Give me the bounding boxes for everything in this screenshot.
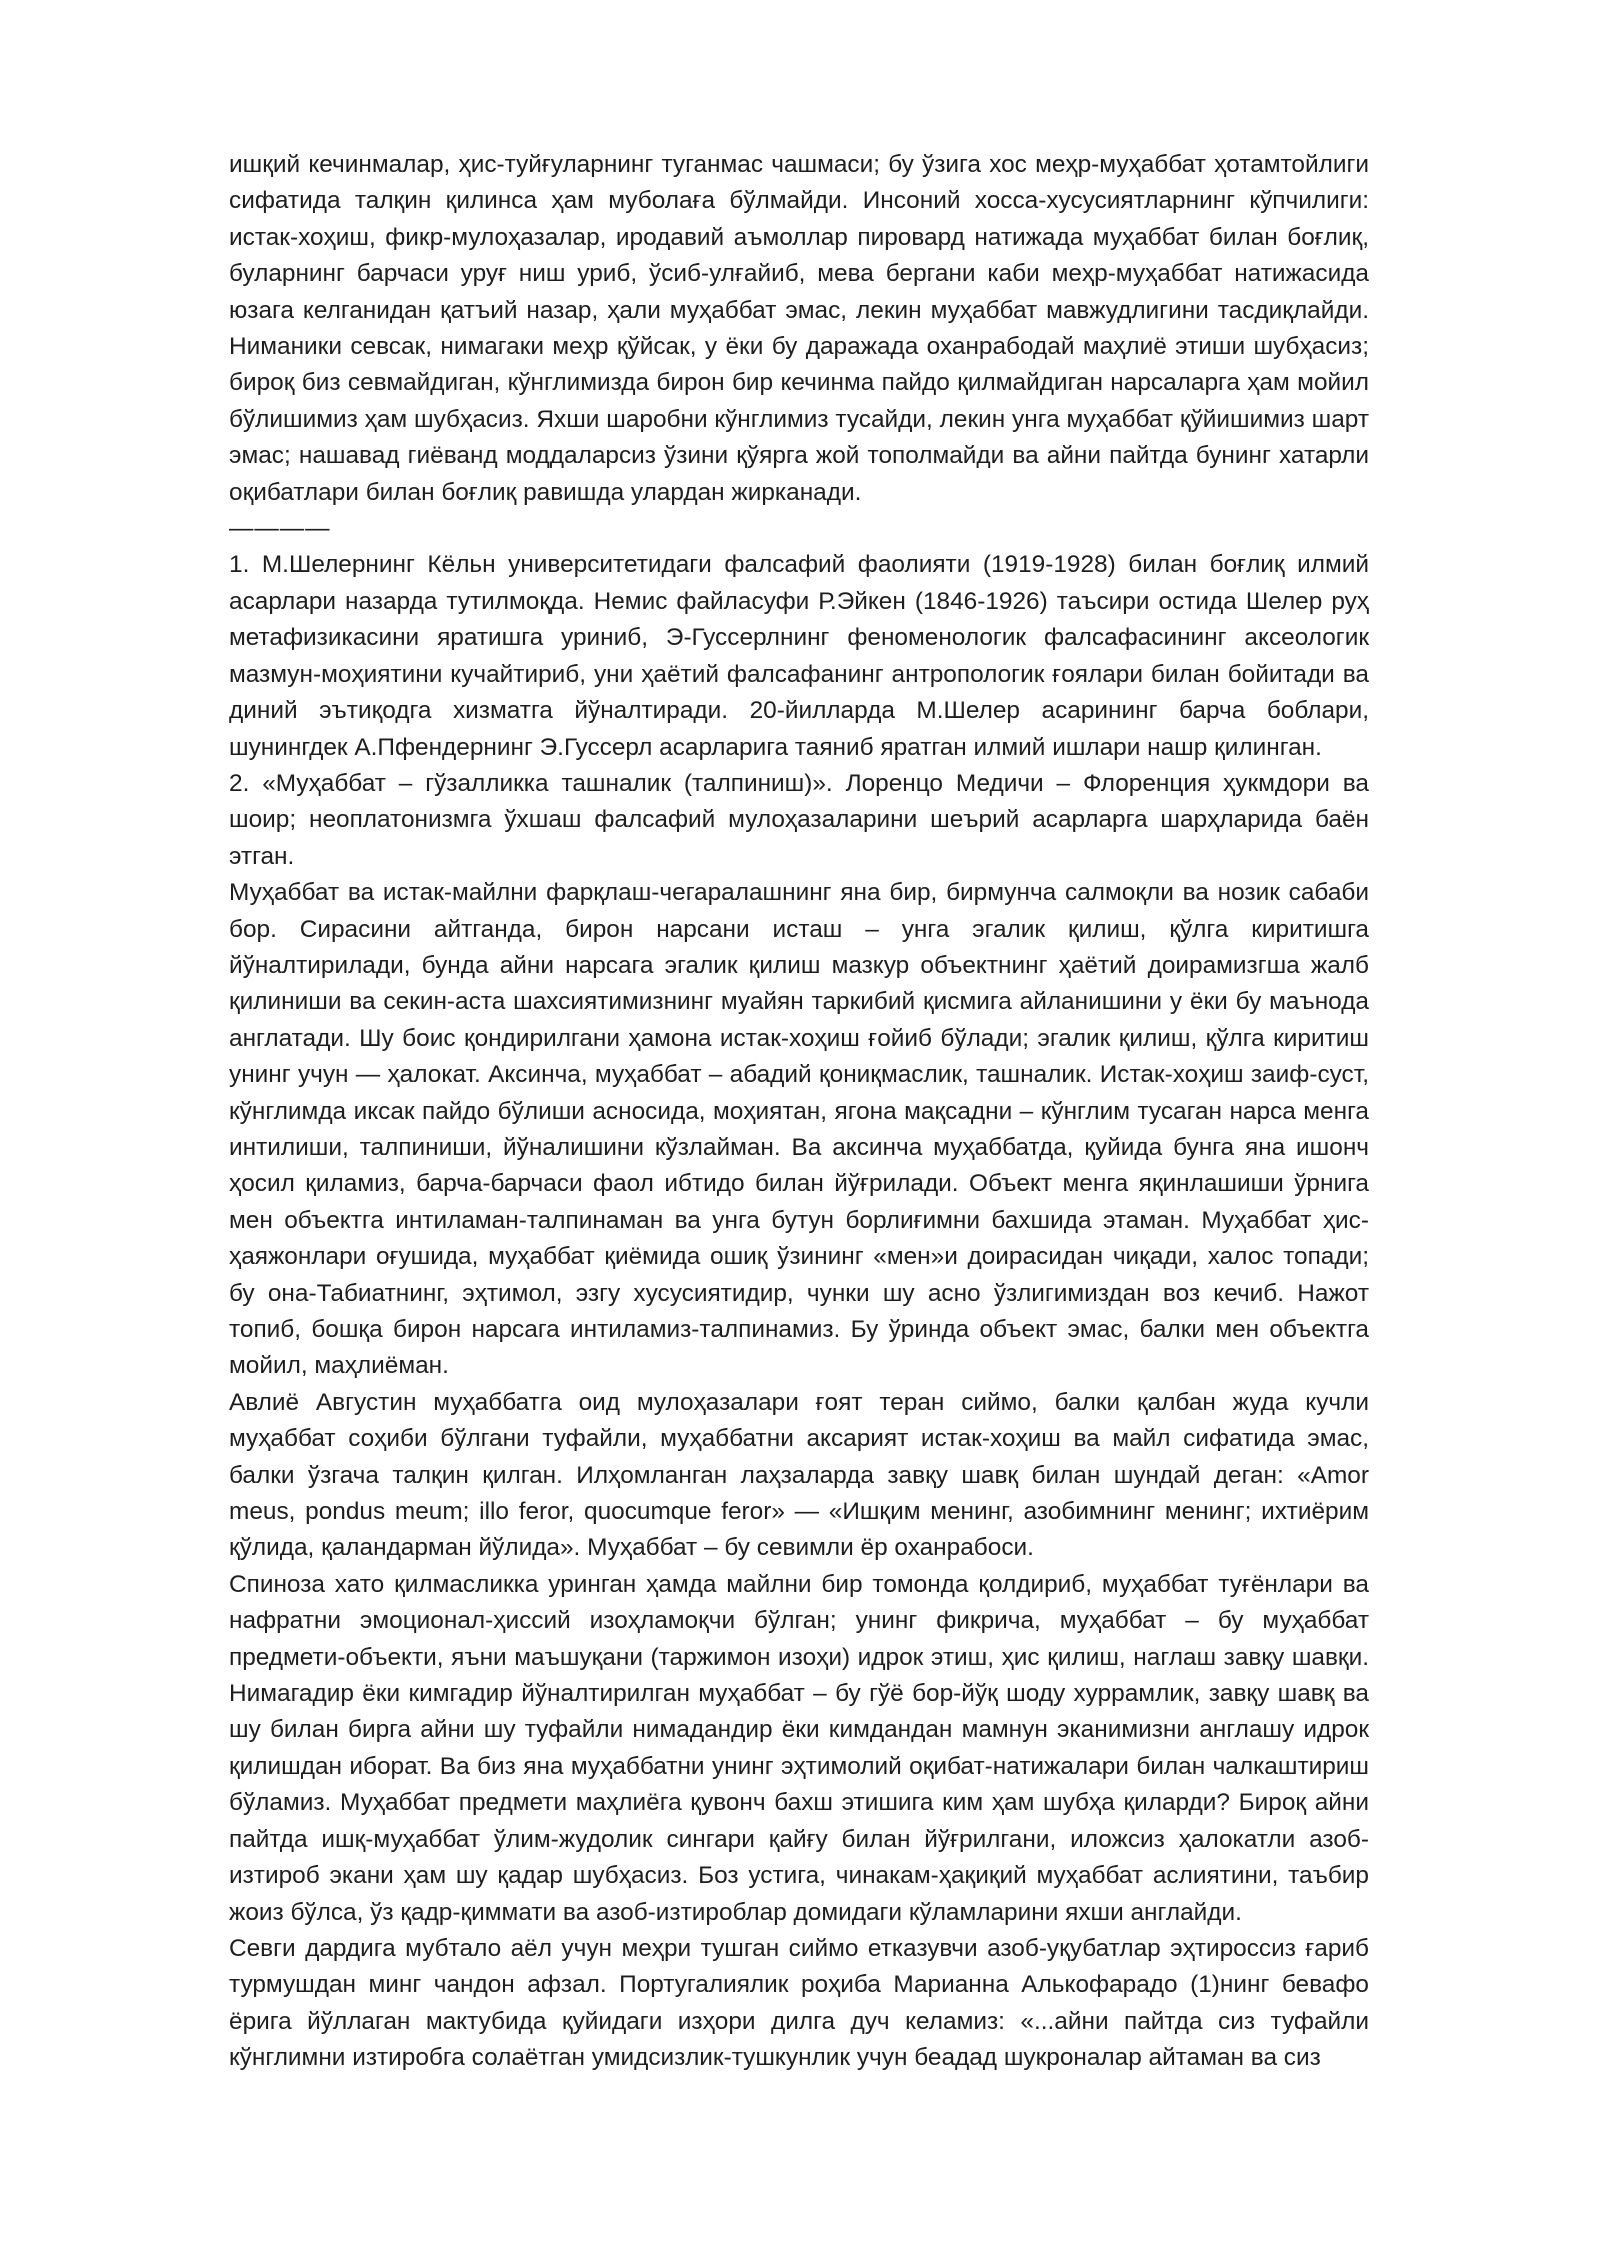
paragraph-3: Авлиё Августин муҳаббатга оид мулоҳазалари ғоят теран сиймо, балки қалбан жуда кучли муҳаббат соҳиби бўлгани туфайли, муҳаббатни аксарият истак-хоҳиш ва майл сифатида эмас, балки ўзгача талқин қилган. Илҳомланган лаҳзаларда завқу шавқ билан шундай деган: «Amor meus, pondus meum; illo feror, quocumque feror» — «Ишқим менинг, азобимнинг менинг; ихтиёрим қўлида, қаландарман йўлида». Муҳаббат – бу севимли ёр оханрабоси. — [229, 1388, 1369, 1562]
paragraph-1: ишқий кечинмалар, ҳис-туйғуларнинг туганмас чашмаси; бу ўзига хос меҳр-муҳаббат ҳотамтойлиги сифатида талқин қилинса ҳам муболаға бўлмайди. Инсоний хосса-хусусиятларнинг кўпчилиги: истак-хоҳиш, фикр-мулоҳазалар, иродавий аъмоллар пировард натижада муҳаббат билан боғлиқ, буларнинг барчаси уруғ ниш уриб, ўсиб-улғайиб, мева бергани каби меҳр-муҳаббат натижасида юзага келганидан қатъий назар, ҳали муҳаббат эмас, лекин муҳаббат мавжудлигини тасдиқлайди. Ниманики севсак, нимагаки меҳр қўйсак, у ёки бу даражада оханрабодай маҳлиё этиши шубҳасиз; бироқ биз севмайдиган, кўнглимизда бирон бир кечинма пайдо қилмайдиган нарсаларга ҳам мойил бўлишимиз ҳам шубҳасиз. Яхши шаробни кўнглимиз тусайди, лекин унга муҳаббат қўйишимиз шарт эмас; нашавад гиёванд моддаларсиз ўзини қўярга жой тополмайди ва айни пайтда бунинг хатарли оқибатлари билан боғлиқ равишда улардан жирканади. — [229, 151, 1369, 506]
footnote-separator: ———— — [229, 515, 331, 543]
paragraph-2: Муҳаббат ва истак-майлни фарқлаш-чегаралашнинг яна бир, бирмунча салмоқли ва нозик сабаби бор. Сирасини айтганда, бирон нарсани исташ – унга эгалик қилиш, қўлга киритишга йўналтирилади, бунда айни нарсага эгалик қилиш мазкур объектнинг ҳаётий доирамизгша жалб қилиниши ва секин-аста шахсиятимизнинг муайян таркибий қисмига айланишини у ёки бу маънода англатади. Шу боис қондирилгани ҳамона истак-хоҳиш ғойиб бўлади; эгалик қилиш, қўлга киритиш унинг учун — ҳалокат. Аксинча, муҳаббат – абадий қониқмаслик, ташналик. Истак-хоҳиш заиф-суст, кўнглимда иксак пайдо бўлиши асносида, моҳиятан, ягона мақсадни – кўнглим тусаган нарса менга интилиши, талпиниши, йўналишини кўзлайман. Ва аксинча муҳаббатда, қуйида бунга яна ишонч ҳосил қиламиз, барча-барчаси фаол ибтидо билан йўғрилади. Объект менга яқинлашиши ўрнига мен объектга интиламан-талпинаман ва унга бутун борлиғимни бахшида этаман. Муҳаббат ҳис-ҳаяжонлари оғушида, муҳаббат қиёмида ошиқ ўзининг «мен»и доирасидан чиқади, халос топади; бу она-Табиатнинг, эҳтимол, эзгу хусусиятидир, чунки шу асно ўзлигимиздан воз кечиб. Нажот топиб, бошқа бирон нарсага интиламиз-талпинамиз. Бу ўринда объект эмас, балки мен объектга мойил, маҳлиёман. — [229, 879, 1369, 1380]
footnote-1: 1. М.Шелернинг Кёльн университетидаги фалсафий фаолияти (1919-1928) билан боғлиқ илмий асарлари назарда тутилмоқда. Немис файласуфи Р.Эйкен (1846-1926) таъсири остида Шелер руҳ метафизикасини яратишга уриниб, Э-Гуссерлнинг феноменологик фалсафасининг аксеологик мазмун-моҳиятини кучайтириб, уни ҳаётий фалсафанинг антропологик ғоялари билан бойитади ва диний эътиқодга хизматга йўналтиради. 20-йилларда М.Шелер асарининг барча боблари, шунингдек А.Пфендернинг Э.Гуссерл асарларига таяниб яратган илмий ишлари нашр қилинган. — [229, 551, 1369, 761]
paragraph-5: Севги дардига мубтало аёл учун меҳри тушган сиймо етказувчи азоб-уқубатлар эҳтироссиз ғариб турмушдан минг чандон афзал. Португалиялик роҳиба Марианна Алькофарадо (1)нинг бевафо ёрига йўллаган мактубида қуйидаги изҳори дилга дуч келамиз: «...айни пайтда сиз туфайли кўнглимни изтиробга солаётган умидсизлик-тушкунлик учун беадад шукроналар айтаман ва сиз — [229, 1934, 1369, 2072]
document-body — [229, 147, 1369, 2077]
footnote-2: 2. «Муҳаббат – гўзалликка ташналик (талпиниш)». Лоренцо Медичи – Флоренция ҳукмдори ва шоир; неоплатонизмга ўхшаш фалсафий мулоҳазаларини шеърий асарларга шарҳларида баён этган. — [229, 769, 1369, 870]
paragraph-4: Спиноза хато қилмасликка уринган ҳамда майлни бир томонда қолдириб, муҳаббат туғёнлари ва нафратни эмоционал-ҳиссий изоҳламоқчи бўлган; унинг фикрича, муҳаббат – бу муҳаббат предмети-объекти, яъни маъшуқани (таржимон изоҳи) идрок этиш, ҳис қилиш, наглаш завқу шавқи. Нимагадир ёки кимгадир йўналтирилган муҳаббат – бу гўё бор-йўқ шоду хуррамлик, завқу шавқ ва шу билан бирга айни шу туфайли нимадандир ёки кимдандан мамнун эканимизни англашу идрок қилишдан иборат. Ва биз яна муҳаббатни унинг эҳтимолий оқибат-натижалари билан чалкаштириш бўламиз. Муҳаббат предмети маҳлиёга қувонч бахш этишига ким ҳам шубҳа қиларди? Бироқ айни пайтда ишқ-муҳаббат ўлим-жудолик сингари қайғу билан йўғрилгани, иложсиз ҳалокатли азоб-изтироб экани ҳам шу қадар шубҳасиз. Боз устига, чинакам-ҳақиқий муҳаббат аслиятини, таъбир жоиз бўлса, ўз қадр-қиммати ва азоб-изтироблар домидаги кўламларини яхши англайди. — [229, 1570, 1369, 1926]
